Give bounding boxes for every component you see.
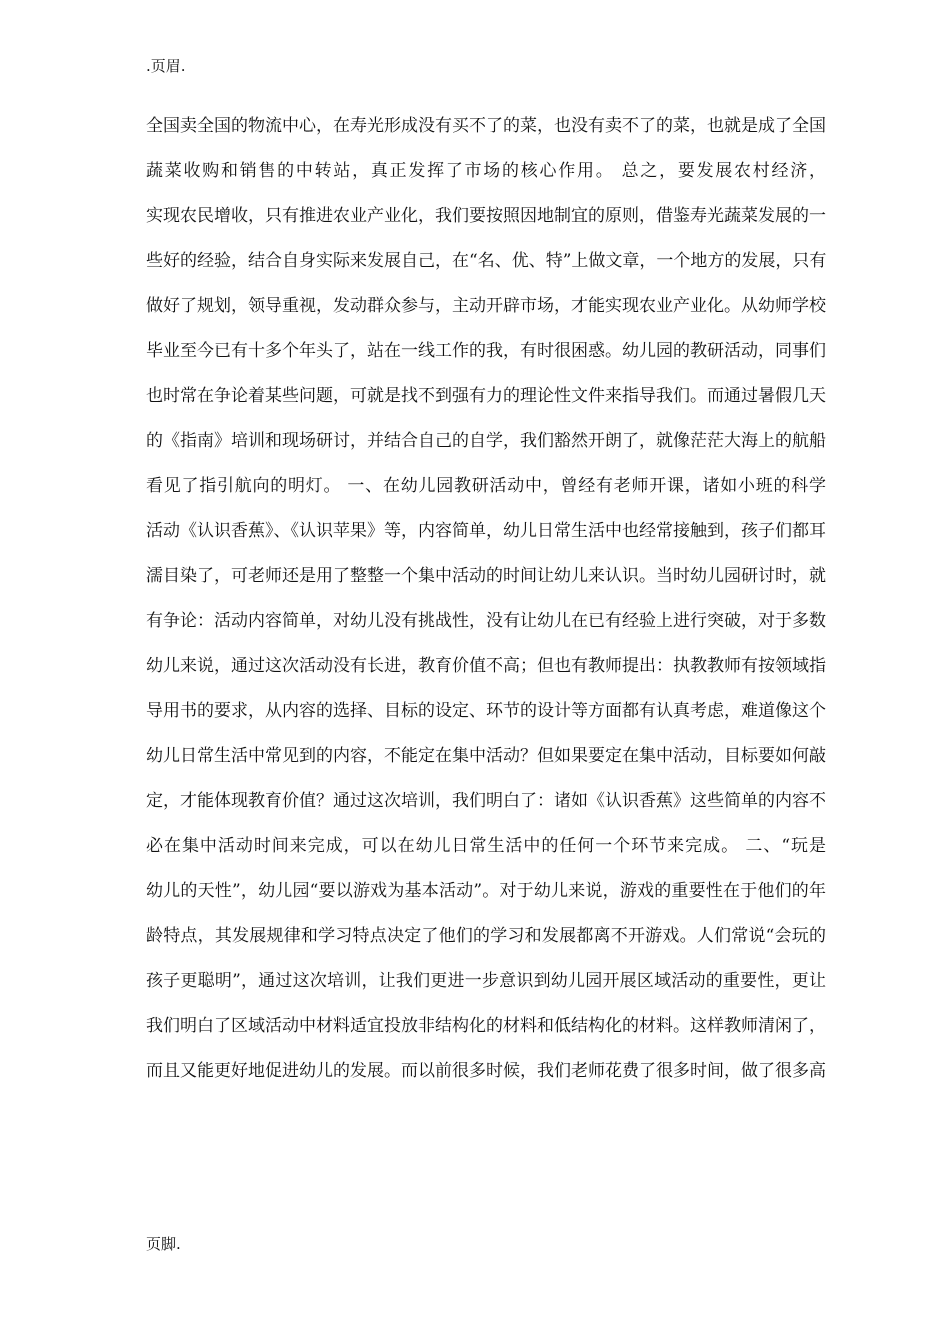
text-line: 幼儿来说，通过这次活动没有长进，教育价值不高；但也有教师提出：执教教师有按领域指 bbox=[146, 656, 826, 676]
text-line: 龄特点，其发展规律和学习特点决定了他们的学习和发展都离不开游戏。人们常说“会玩的 bbox=[146, 926, 826, 946]
text-line: 的《指南》培训和现场研讨，并结合自己的自学，我们豁然开朗了，就像茫茫大海上的航船 bbox=[146, 431, 826, 451]
text-line: 些好的经验，结合自身实际来发展自己，在“名、优、特”上做文章，一个地方的发展，只有 bbox=[146, 251, 827, 271]
text-line: 实现农民增收，只有推进农业产业化，我们要按照因地制宜的原则，借鉴寿光蔬菜发展的一 bbox=[146, 206, 826, 226]
text-line: 导用书的要求，从内容的选择、目标的设定、环节的设计等方面都有认真考虑，难道像这个 bbox=[146, 701, 826, 721]
text-line: 必在集中活动时间来完成，可以在幼儿日常生活中的任何一个环节来完成。 二、“玩是 bbox=[146, 836, 826, 856]
page-footer: 页脚. bbox=[146, 1235, 181, 1253]
text-line: 而且又能更好地促进幼儿的发展。而以前很多时候，我们老师花费了很多时间，做了很多高 bbox=[146, 1061, 826, 1081]
text-line: 有争论：活动内容简单，对幼儿没有挑战性，没有让幼儿在已有经验上进行突破，对于多数 bbox=[146, 611, 826, 631]
text-line: 做好了规划，领导重视，发动群众参与，主动开辟市场，才能实现农业产业化。从幼师学校 bbox=[146, 296, 826, 316]
text-line: 毕业至今已有十多个年头了，站在一线工作的我，有时很困惑。幼儿园的教研活动，同事们 bbox=[146, 341, 826, 361]
text-line: 孩子更聪明”，通过这次培训，让我们更进一步意识到幼儿园开展区域活动的重要性，更让 bbox=[146, 971, 826, 991]
text-line: 定，才能体现教育价值？通过这次培训，我们明白了：诸如《认识香蕉》这些简单的内容不 bbox=[146, 791, 826, 811]
text-line: 我们明白了区域活动中材料适宜投放非结构化的材料和低结构化的材料。这样教师清闲了， bbox=[146, 1016, 826, 1036]
text-line: 全国卖全国的物流中心，在寿光形成没有买不了的菜，也没有卖不了的菜，也就是成了全国 bbox=[146, 116, 826, 136]
text-line: 也时常在争论着某些问题，可就是找不到强有力的理论性文件来指导我们。而通过暑假几天 bbox=[146, 386, 826, 406]
text-line: 濡目染了，可老师还是用了整整一个集中活动的时间让幼儿来认识。当时幼儿园研讨时，就 bbox=[146, 566, 826, 586]
text-line: 幼儿的天性”，幼儿园“要以游戏为基本活动”。对于幼儿来说，游戏的重要性在于他们的年 bbox=[146, 881, 826, 901]
text-line: 看见了指引航向的明灯。 一、在幼儿园教研活动中，曾经有老师开课，诸如小班的科学 bbox=[146, 476, 826, 496]
text-line: 活动《认识香蕉》、《认识苹果》等，内容简单，幼儿日常生活中也经常接触到，孩子们都耳 bbox=[146, 521, 826, 541]
document-body bbox=[146, 112, 826, 1102]
text-line: 蔬菜收购和销售的中转站，真正发挥了市场的核心作用。 总之，要发展农村经济， bbox=[146, 161, 826, 181]
text-line: 幼儿日常生活中常见到的内容，不能定在集中活动？但如果要定在集中活动，目标要如何敲 bbox=[146, 746, 826, 766]
page-header: .页眉. bbox=[146, 57, 186, 75]
